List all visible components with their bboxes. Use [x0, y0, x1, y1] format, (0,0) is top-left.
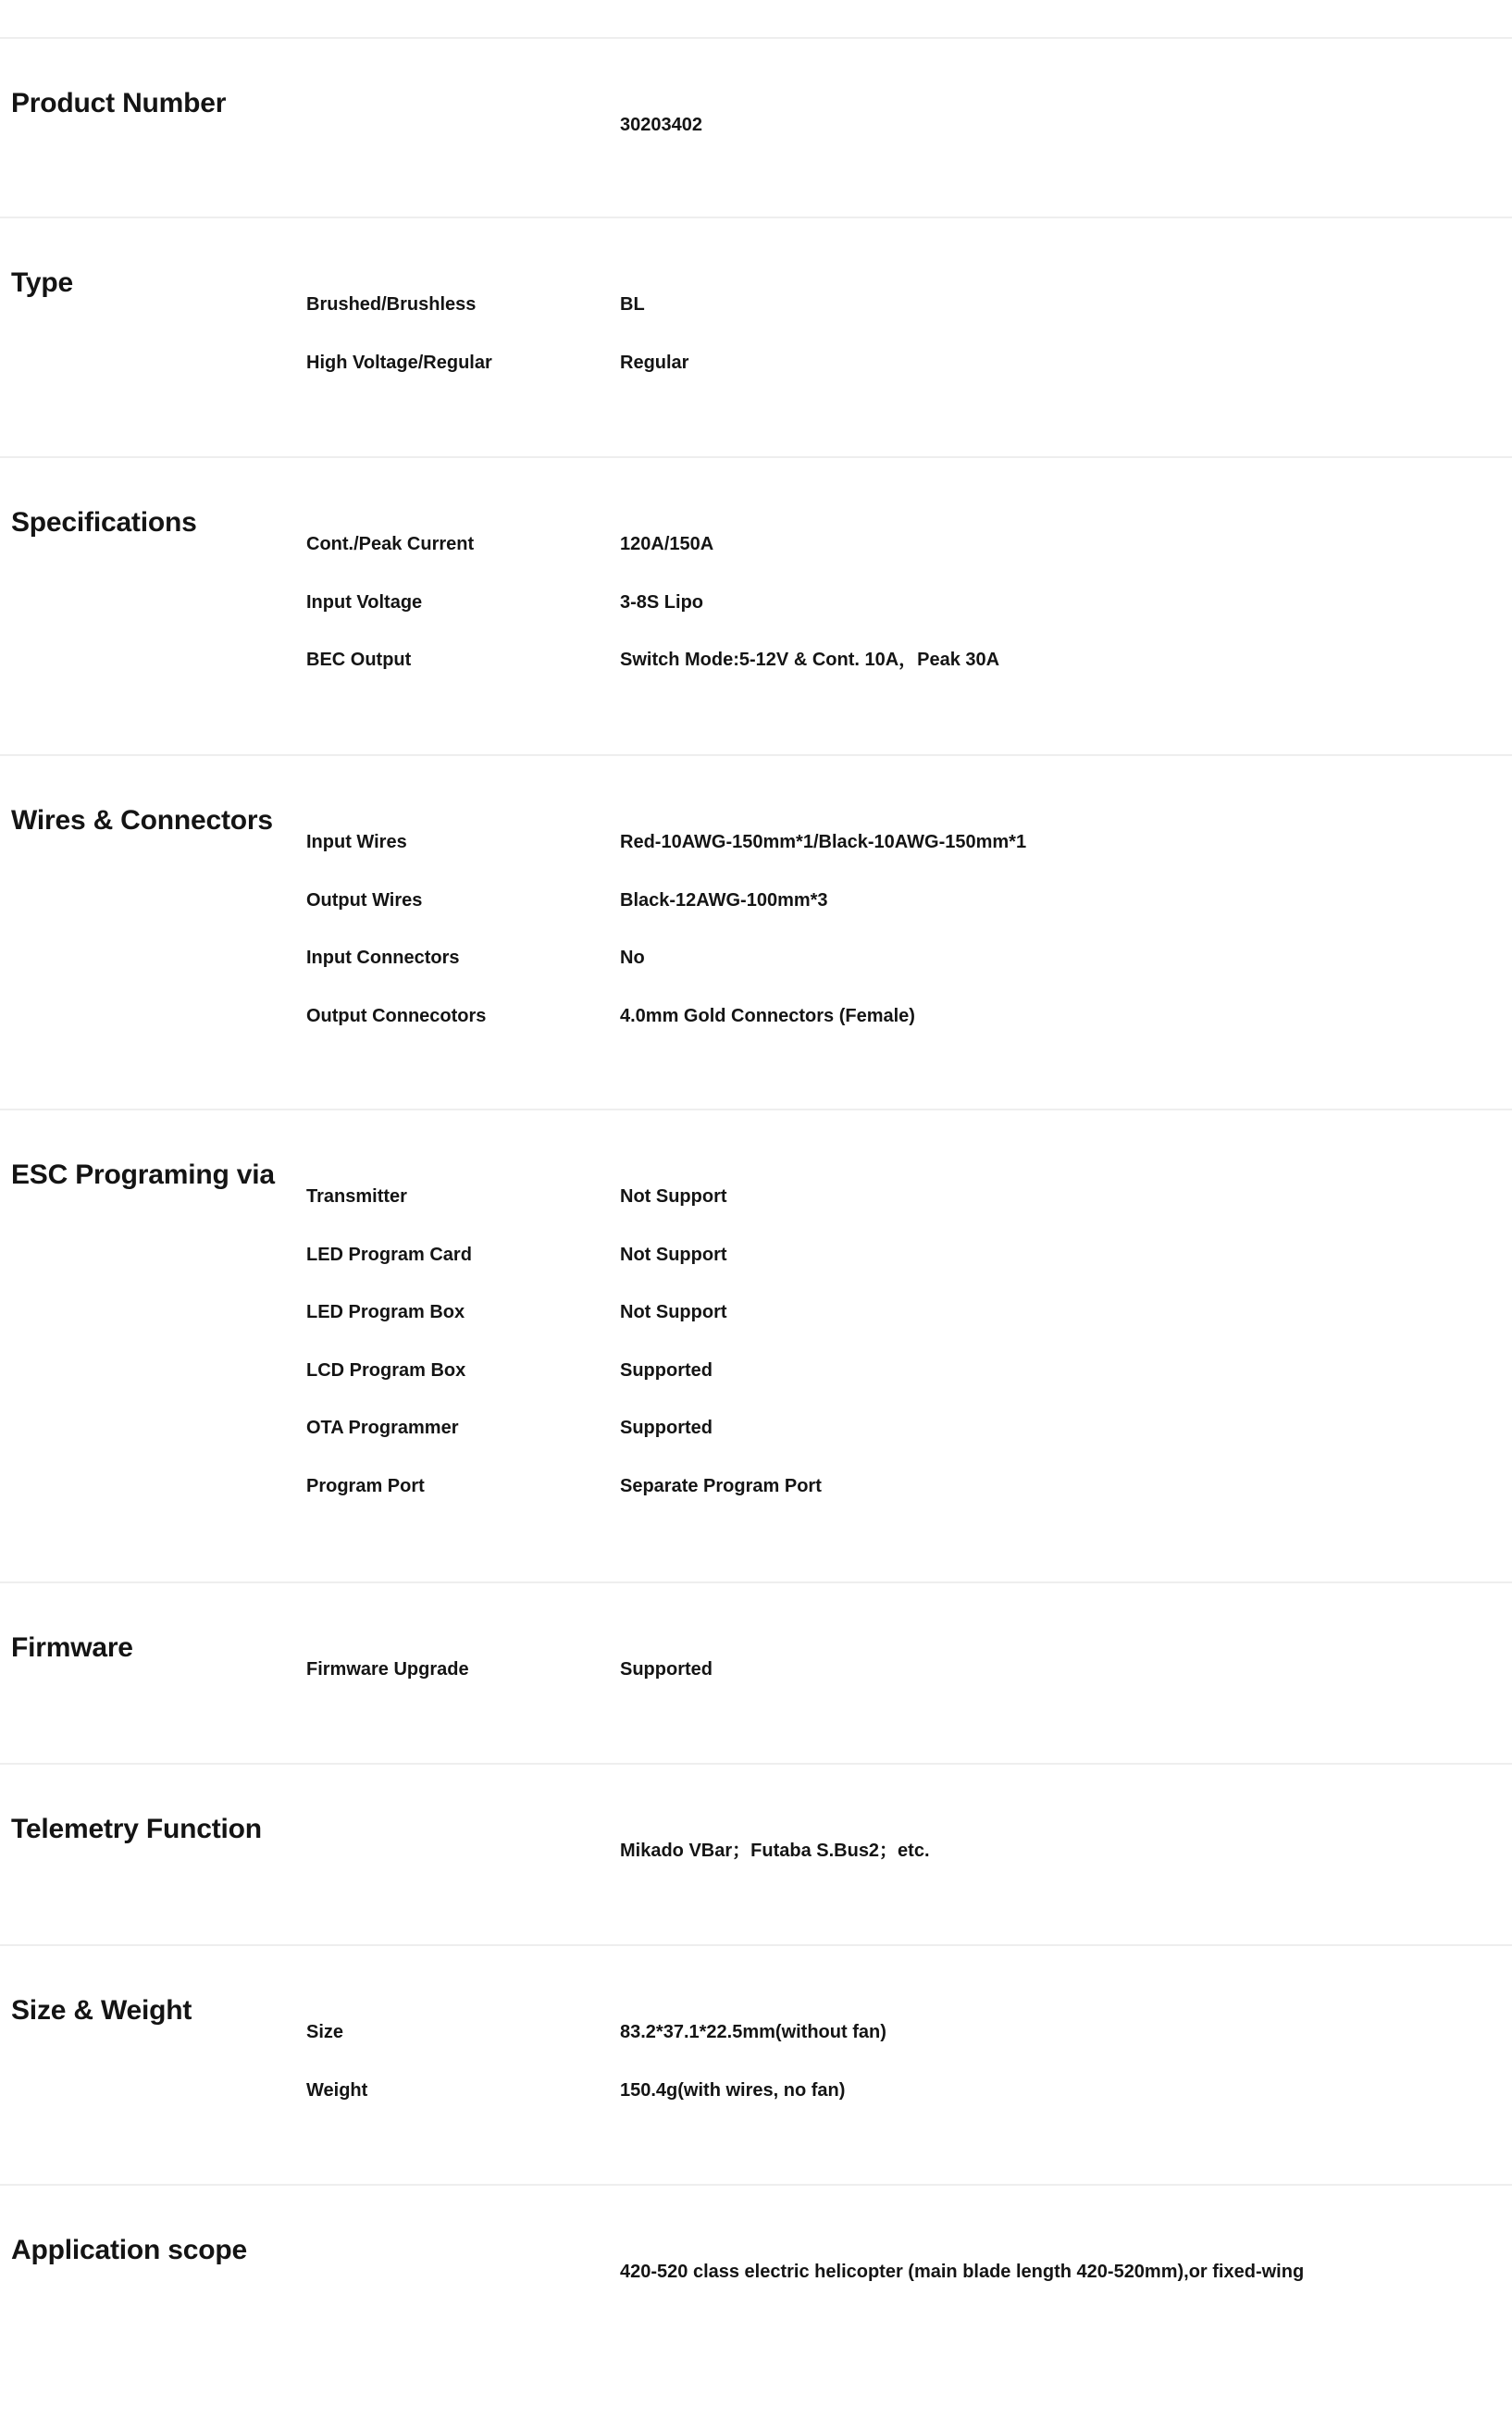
- section-title: Application scope: [11, 2235, 247, 2265]
- spec-value: Supported: [620, 1359, 713, 1381]
- spec-row: [0, 833, 1512, 891]
- spec-rows: [0, 1841, 1512, 1900]
- spec-value: 150.4g(with wires, no fan): [620, 2079, 846, 2101]
- spec-value: Switch Mode:5-12V & Cont. 10A，Peak 30A: [620, 650, 1000, 670]
- spec-row: [0, 2263, 1512, 2321]
- spec-section-size-weight: [0, 1946, 1512, 2186]
- spec-value: BL: [620, 294, 645, 315]
- spec-rows: [0, 1660, 1512, 1718]
- spec-value: Mikado VBar；Futaba S.Bus2；etc.: [620, 1841, 930, 1861]
- spec-value: Not Support: [620, 1244, 727, 1265]
- spec-label: Input Connectors: [306, 948, 460, 968]
- spec-label: Size: [306, 2022, 344, 2042]
- spec-label: LED Program Card: [306, 1244, 472, 1265]
- spec-value: 4.0mm Gold Connectors (Female): [620, 1005, 915, 1026]
- section-title: ESC Programing via: [11, 1159, 275, 1190]
- spec-value: Separate Program Port: [620, 1475, 822, 1496]
- spec-section-application-scope: [0, 2186, 1512, 2408]
- spec-rows: [0, 2023, 1512, 2139]
- spec-value: Not Support: [620, 1302, 727, 1322]
- spec-row: [0, 295, 1512, 353]
- spec-section-wires-connectors: [0, 756, 1512, 1110]
- spec-label: BEC Output: [306, 650, 412, 670]
- spec-label: Output Connecotors: [306, 1005, 487, 1026]
- spec-row: [0, 116, 1512, 174]
- spec-row: [0, 949, 1512, 1007]
- spec-label: Input Voltage: [306, 591, 423, 613]
- spec-section-product-number: [0, 39, 1512, 218]
- spec-sections: [0, 39, 1512, 2408]
- spec-label: Output Wires: [306, 889, 423, 911]
- spec-row: [0, 1246, 1512, 1304]
- section-title: Wires & Connectors: [11, 805, 273, 836]
- spec-label: Weight: [306, 2079, 368, 2101]
- spec-section-esc-programing-via: [0, 1110, 1512, 1583]
- spec-row: [0, 1660, 1512, 1718]
- spec-value: Red-10AWG-150mm*1/Black-10AWG-150mm*1: [620, 832, 1027, 852]
- section-title: Type: [11, 267, 73, 298]
- spec-value: Supported: [620, 1659, 713, 1680]
- spec-row: [0, 1841, 1512, 1900]
- spec-row: [0, 2023, 1512, 2081]
- spec-row: [0, 1303, 1512, 1361]
- spec-value: 3-8S Lipo: [620, 591, 704, 613]
- spec-section-specifications: [0, 458, 1512, 756]
- spec-rows: [0, 1187, 1512, 1534]
- spec-rows: [0, 535, 1512, 709]
- spec-label: Input Wires: [306, 832, 407, 852]
- spec-label: Program Port: [306, 1475, 425, 1496]
- spec-value: 420-520 class electric helicopter (main blade length 420-520mm),or fixed-wing: [620, 2262, 1305, 2282]
- spec-row: [0, 891, 1512, 949]
- spec-row: [0, 535, 1512, 593]
- spec-label: Brushed/Brushless: [306, 294, 477, 315]
- spec-section-telemetry-function: [0, 1765, 1512, 1946]
- spec-value: 83.2*37.1*22.5mm(without fan): [620, 2022, 886, 2042]
- spec-row: [0, 1007, 1512, 1065]
- section-title: Firmware: [11, 1632, 133, 1663]
- spec-row: [0, 2081, 1512, 2139]
- spec-label: Transmitter: [306, 1186, 407, 1207]
- spec-value: Supported: [620, 1418, 713, 1438]
- spec-label: LED Program Box: [306, 1302, 465, 1322]
- spec-section-type: [0, 218, 1512, 458]
- spec-section-firmware: [0, 1583, 1512, 1765]
- spec-rows: [0, 116, 1512, 174]
- spec-row: [0, 1477, 1512, 1535]
- spec-value: 30203402: [620, 115, 702, 135]
- section-title: Product Number: [11, 88, 227, 118]
- spec-row: [0, 1187, 1512, 1246]
- spec-label: Cont./Peak Current: [306, 534, 475, 554]
- spec-rows: [0, 295, 1512, 411]
- spec-row: [0, 1361, 1512, 1420]
- spec-row: [0, 353, 1512, 412]
- spec-value: Not Support: [620, 1186, 727, 1207]
- spec-rows: [0, 833, 1512, 1064]
- spec-value: 120A/150A: [620, 534, 714, 554]
- section-title: Size & Weight: [11, 1995, 192, 2026]
- spec-label: OTA Programmer: [306, 1418, 459, 1438]
- spec-label: Firmware Upgrade: [306, 1659, 469, 1680]
- spec-value: Black-12AWG-100mm*3: [620, 889, 828, 911]
- spec-label: High Voltage/Regular: [306, 352, 492, 373]
- spec-label: LCD Program Box: [306, 1359, 466, 1381]
- spec-row: [0, 651, 1512, 709]
- top-divider: [0, 0, 1512, 39]
- spec-row: [0, 593, 1512, 651]
- section-title: Specifications: [11, 507, 197, 538]
- spec-row: [0, 1419, 1512, 1477]
- spec-value: Regular: [620, 352, 689, 373]
- spec-rows: [0, 2263, 1512, 2321]
- section-title: Telemetry Function: [11, 1814, 262, 1844]
- spec-value: No: [620, 948, 645, 968]
